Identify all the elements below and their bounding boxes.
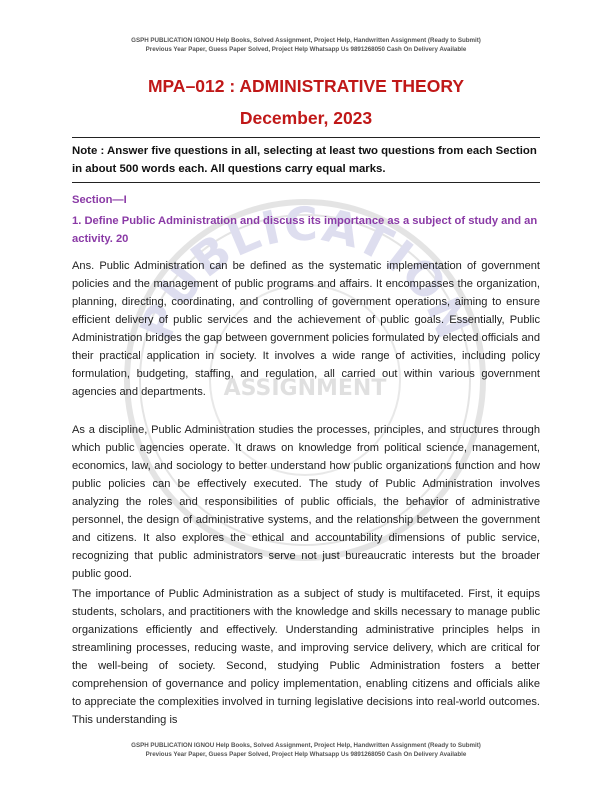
watermark-center-text: ASSIGNMENT: [223, 376, 387, 401]
answer-paragraph: The importance of Public Administration as a subject of study is multifaceted. First, it equips students, scholars, and practitioners with the knowledge and skills necessary to manage public organizations efficiently and effectively. Understanding administrative principles helps in streamlining processes, reducing waste, and improving service delivery, which are critical for the well-being of society. Second, studying Public Administration fosters a better comprehension of governance and policy implementation, enabling citizens and officials alike to appreciate the complexities involved in turning legislative decisions into real-world outcomes. This understanding is: [72, 588, 540, 726]
answer-paragraph: As a discipline, Public Administration studies the processes, principles, and structures through which public agencies operate. It draws on knowledge from political science, management, economics, law, and sociology to better understand how public organizations function and how public policies can be effectively executed. The study of Public Administration involves analyzing the roles and responsibilities of public officials, the behavior of administrative personnel, the design of administrative systems, and the relationship between the government and citizens. It also explores the ethical and accountability dimensions of public service, recognizing that public administrators serve not just bureaucratic interests but the broader public good.: [72, 424, 540, 580]
exam-date: December, 2023: [239, 108, 373, 128]
page-title: MPA–012 : ADMINISTRATIVE THEORY: [147, 76, 464, 96]
watermark-top-text: PUBLICATION: [128, 196, 482, 348]
page-footer: [0, 741, 612, 759]
header-line-1: GSPH PUBLICATION IGNOU Help Books, Solved Assignment, Project Help, Handwritten Assignment (Ready to Submit): [131, 37, 481, 44]
footer-line-2: Previous Year Paper, Guess Paper Solved, Project Help Whatsapp Us 9891268050 Cash On Delivery Available: [145, 751, 467, 758]
section-heading: Section—I: [72, 194, 127, 206]
note-top-rule: [72, 137, 540, 138]
exam-note: Note : Answer five questions in all, selecting at least two questions from each Section in about 500 words each. All questions carry equal marks.: [72, 145, 537, 175]
answer-paragraph: Ans. Public Administration can be defined as the systematic implementation of government policies and the management of public programs and affairs. It encompasses the organization, planning, directing, coordinating, and controlling of government operations, aiming to ensure efficient delivery of public services and the achievement of public goals. Essentially, Public Administration bridges the gap between government policies formulated by elected officials and their practical application in society. It involves a wide range of activities, including policy formulation, budgeting, staffing, and regulation, all carried out within various government agencies and departments.: [72, 260, 540, 398]
question-heading: 1. Define Public Administration and discuss its importance as a subject of study and an activity. 20: [72, 215, 538, 245]
page-header: [0, 36, 612, 54]
footer-line-1: GSPH PUBLICATION IGNOU Help Books, Solved Assignment, Project Help, Handwritten Assignment (Ready to Submit): [131, 742, 481, 749]
header-line-2: Previous Year Paper, Guess Paper Solved, Project Help Whatsapp Us 9891268050 Cash On Delivery Available: [145, 46, 467, 53]
note-bottom-rule: [72, 182, 540, 183]
